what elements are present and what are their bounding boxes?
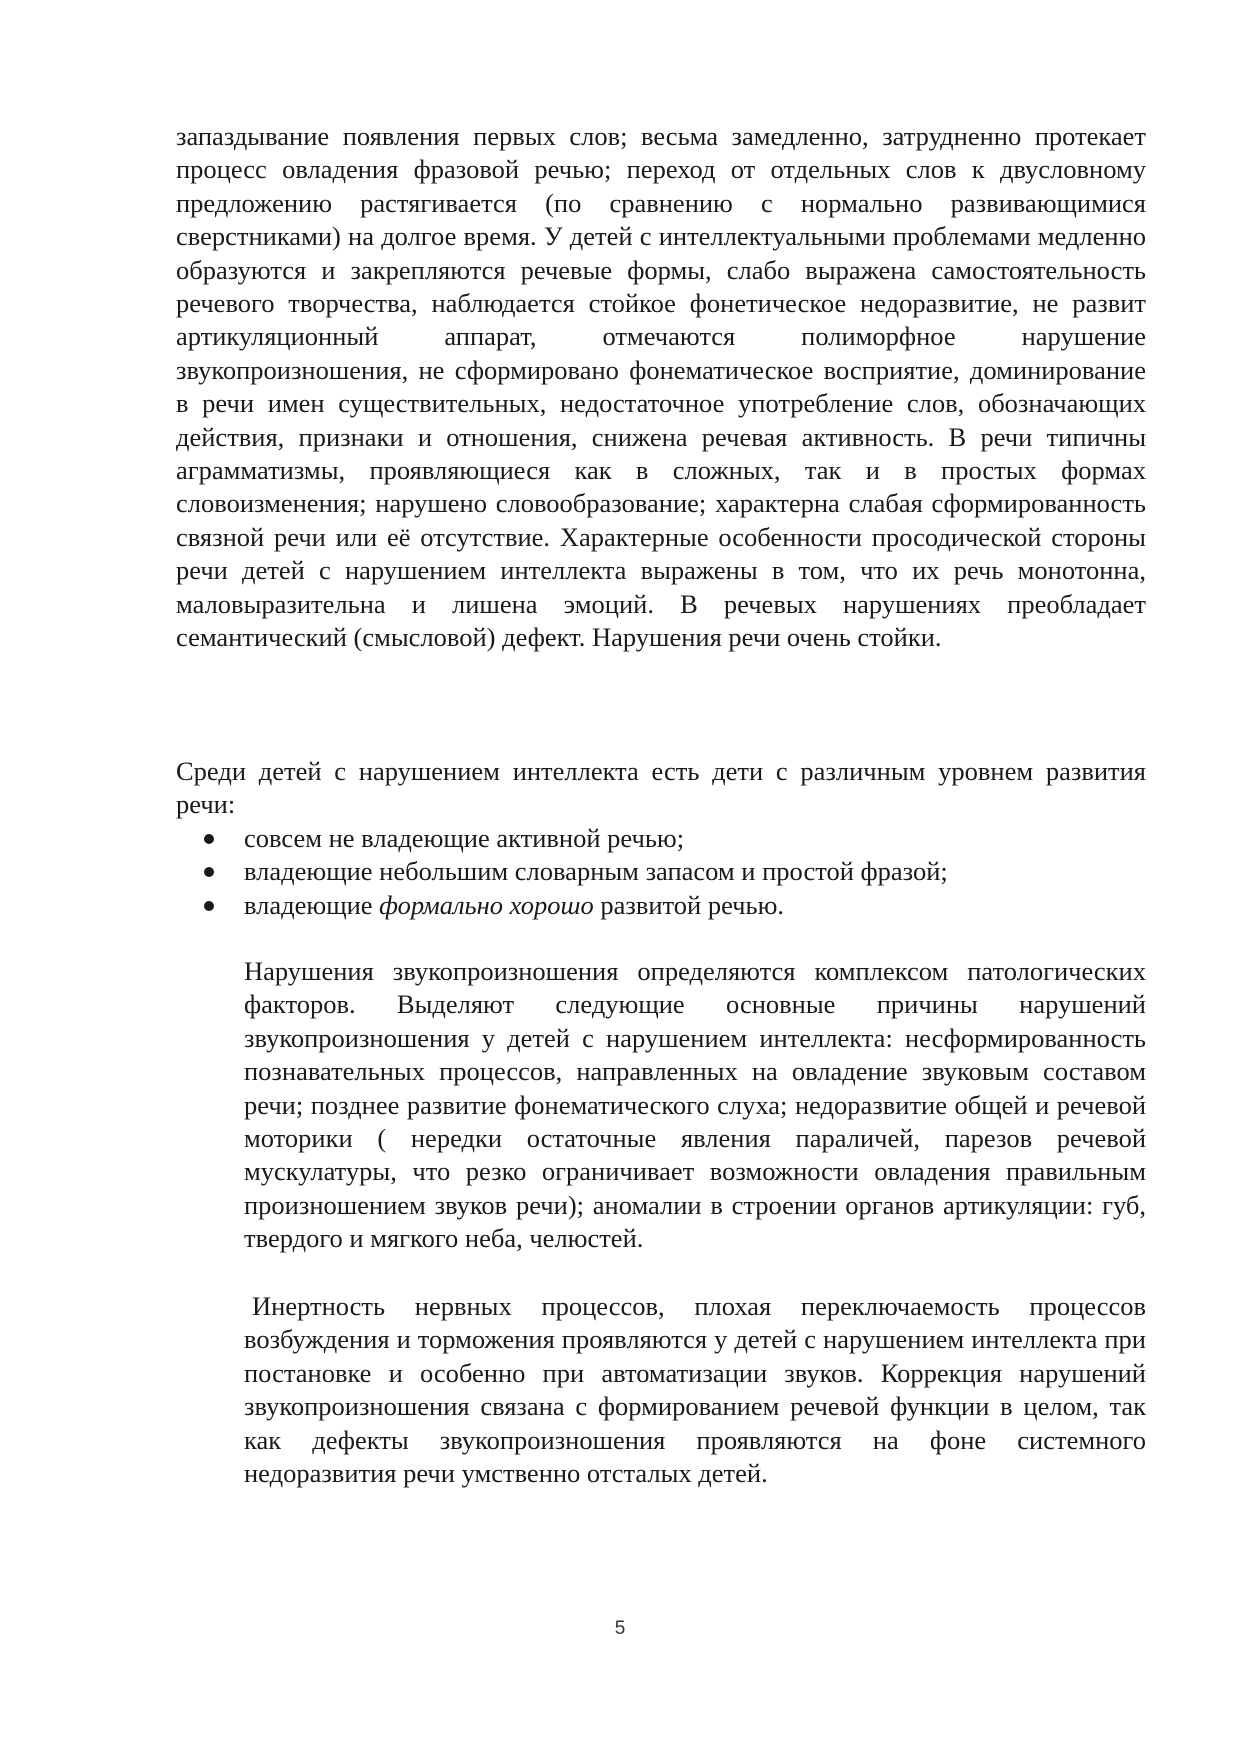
list-item-text-start: владеющие [244,889,380,920]
list-item [176,889,1146,922]
list-item [176,855,1146,888]
list-item [176,822,1146,855]
bullet-icon [204,867,214,877]
paragraph-speech-levels-intro: Среди детей с нарушением интеллекта есть дети с различным уровнем развития речи: [176,756,1146,820]
bullet-icon [204,901,214,911]
paragraph-speech-development: запаздывание появления первых слов; весьма замедленно, затрудненно протекает процесс овладения фразовой речью; переход от отдельных слов к двусловному предложению растягивается (по сравнению с нормально развивающимися сверстниками) на долгое время. У детей с интеллектуальными проблемами медленно образуются и закрепляются речевые формы, слабо выражена самостоятельность речевого творчества, наблюдается стойкое фонетическое недоразвитие, не развит артикуляционный аппарат, отмечаются полиморфное нарушение звукопроизношения, не сформировано фонематическое восприятие, доминирование в речи имен существительных, недостаточное употребление слов, обозначающих действия, признаки и отношения, снижена речевая активность. В речи типичны аграмматизмы, проявляющиеся как в сложных, так и в простых формах словоизменения; нарушено словообразование; характерна слабая сформированность связной речи или её отсутствие. Характерные особенности просодической стороны речи детей с нарушением интеллекта выражены в том, что их речь монотонна, маловыразительна и лишена эмоций. В речевых нарушениях преобладает семантический (смысловой) дефект. Нарушения речи очень стойки. [176,121,1146,653]
list-item-emphasis: формально хорошо [379,889,594,920]
list-item-text-end: развитой речью. [593,889,785,920]
page-number: 5 [614,1618,626,1639]
paragraph-sound-pronunciation-causes: Нарушения звукопроизношения определяются комплексом патологических факторов. Выделяют следующие основные причины нарушений звукопроизношения у детей с нарушением интеллекта: несформированность познавательных процессов, направленных на овладение звуковым составом речи; позднее развитие фонематического слуха; недоразвитие общей и речевой моторики ( нередки остаточные явления параличей, парезов речевой мускулатуры, что резко ограничивает возможности овладения правильным произношением звуков речи); аномалии в строении органов артикуляции: губ, твердого и мягкого неба, челюстей. [244,956,1146,1254]
paragraph-nervous-processes-wrapper [244,1290,1146,1490]
speech-levels-list [176,822,1146,922]
list-item-text: владеющие небольшим словарным запасом и простой фразой; [244,856,948,887]
list-item-text: совсем не владеющие активной речью; [244,823,685,853]
bullet-icon [204,834,214,844]
paragraph-nervous-processes: Инертность нервных процессов, плохая переключаемость процессов возбуждения и торможения проявляются у детей с нарушением интеллекта при постановке и особенно при автоматизации звуков. Коррекция нарушений звукопроизношения связана с формированием речевой функции в целом, так как дефекты звукопроизношения проявляются на фоне системного недоразвития речи умственно отсталых детей. [244,1291,1146,1489]
